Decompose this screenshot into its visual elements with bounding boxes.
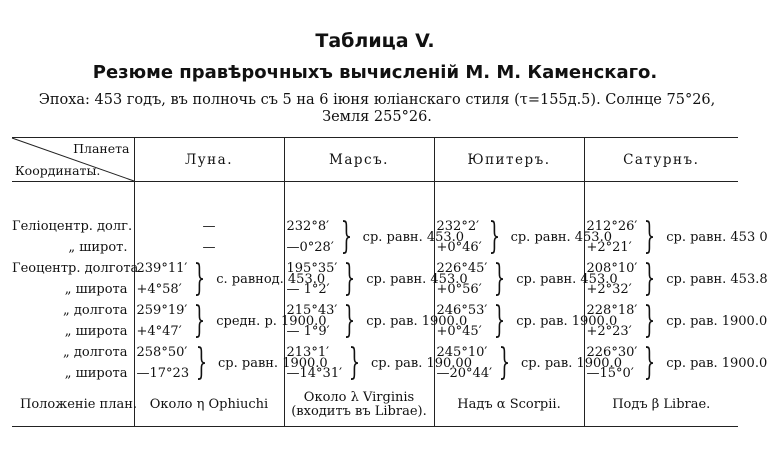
saturn-geo1-cell (584, 258, 768, 300)
table-title: Таблица V. (315, 30, 435, 52)
table-row (12, 342, 738, 363)
moon-position: Около η Ophiuchi (134, 384, 284, 427)
brace-icon: } (644, 258, 656, 299)
saturn-geo3-note: ср. рав. 1900.0 (666, 355, 768, 371)
saturn-geo1-note: ср. равн. 453.8 (666, 271, 768, 287)
brace-icon: } (644, 216, 656, 257)
brace-icon: } (344, 258, 356, 299)
row-label: Геліоцентр. долг. (12, 219, 133, 234)
jupiter-geo1-lat: +0°56′ (436, 282, 482, 297)
moon-helio-lat: — (134, 237, 284, 258)
brace-icon: } (340, 216, 352, 257)
table-row (12, 258, 738, 279)
saturn-geo3-long: 226°30′ (586, 345, 638, 360)
moon-geo3-lat: —17°23 (136, 366, 190, 381)
saturn-geo2-cell (584, 300, 768, 342)
row-label: „ долгота (62, 303, 128, 318)
row-label: „ широта (64, 282, 128, 297)
saturn-position: Подъ β Librae. (584, 384, 738, 427)
jupiter-position: Надъ α Scorpii. (434, 384, 584, 427)
col-header-jupiter: Юпитеръ. (434, 138, 584, 182)
saturn-helio-cell (584, 216, 768, 258)
jupiter-geo3-long: 245°10′ (436, 345, 488, 360)
saturn-geo3-lat: —15°0′ (586, 366, 634, 381)
saturn-geo1-long: 208°10′ (586, 261, 638, 276)
brace-icon: } (644, 300, 656, 341)
saturn-helio-long: 212°26′ (586, 219, 638, 234)
jupiter-helio-note: ср. равн. 453.0 (510, 229, 612, 245)
jupiter-geo1-note: ср. равн. 453.0 (516, 271, 618, 287)
mars-geo1-lat: — 1°2′ (286, 282, 330, 297)
brace-icon: } (644, 342, 656, 383)
brace-icon: } (494, 300, 506, 341)
row-label: Положеніе план. (20, 397, 138, 412)
jupiter-geo2-long: 246°53′ (436, 303, 488, 318)
row-label: „ широта (64, 366, 128, 381)
saturn-geo2-lat: +2°23′ (586, 324, 632, 339)
table-subtitle: Резюме правѣрочныхъ вычисленій М. М. Каменскаго. (92, 62, 658, 83)
moon-geo1-lat: +4°58′ (136, 282, 182, 297)
mars-geo2-lat: — 1°9′ (286, 324, 330, 339)
saturn-geo2-long: 228°18′ (586, 303, 638, 318)
mars-position-line2: (входитъ въ Libraе). (291, 404, 427, 419)
saturn-geo1-lat: +2°32′ (586, 282, 632, 297)
mars-helio-long: 232°8′ (286, 219, 330, 234)
mars-geo3-note: ср. рав. 190.00 (370, 355, 472, 371)
moon-geo2-note: средн. р. 1900.0 (216, 313, 327, 329)
moon-geo2-long: 259°19′ (136, 303, 188, 318)
moon-geo2-lat: +4°47′ (136, 324, 182, 339)
position-row (12, 384, 738, 427)
saturn-geo2-note: ср. рав. 1900.0 (666, 313, 768, 329)
moon-helio-long: — (134, 216, 284, 237)
row-label: „ широта (64, 324, 128, 339)
col-header-saturn: Сатурнъ. (584, 138, 738, 182)
moon-geo3-long: 258°50′ (136, 345, 188, 360)
planet-label: Планета (73, 141, 130, 156)
mars-geo2-long: 215°43′ (286, 303, 338, 318)
col-header-moon: Луна. (134, 138, 284, 182)
jupiter-geo3-note: ср. рав. 1900.0 (520, 355, 622, 371)
jupiter-geo3-lat: —20°44′ (436, 366, 493, 381)
mars-geo1-long: 195°35′ (286, 261, 338, 276)
mars-geo2-note: ср. рав. 1900.0 (366, 313, 468, 329)
moon-geo3-note: ср. равн. 1900.0 (218, 355, 328, 371)
corner-cell (12, 138, 134, 182)
saturn-helio-note: ср. равн. 453 0 (666, 229, 768, 245)
table-row (12, 216, 738, 237)
brace-icon: } (488, 216, 500, 257)
col-header-mars: Марсъ. (284, 138, 434, 182)
mars-geo1-note: ср. равн. 453.0 (366, 271, 468, 287)
mars-position-line1: Около λ Virginis (303, 390, 415, 405)
row-label: „ широт. (68, 240, 128, 255)
brace-icon: } (194, 258, 206, 299)
brace-icon: } (498, 342, 511, 383)
header-row (12, 138, 738, 182)
brace-icon: } (194, 300, 206, 341)
brace-icon: } (195, 342, 208, 383)
row-label: „ долгота (62, 345, 128, 360)
brace-icon: } (344, 300, 356, 341)
row-label: Геоцентр. долгота (12, 261, 139, 276)
moon-geo1-long: 239°11′ (136, 261, 188, 276)
epoch-text: Эпоха: 453 годъ, въ полночь съ 5 на 6 іюня юліанскаго стиля (τ=155д.5). Солнце 75°26, Земля 255°26. (38, 92, 716, 125)
mars-position-cell (284, 384, 434, 427)
brace-icon: } (348, 342, 361, 383)
jupiter-geo2-lat: +0°45′ (436, 324, 482, 339)
saturn-helio-lat: +2°21′ (586, 240, 632, 255)
mars-helio-note: ср. равн. 453.0 (362, 229, 465, 245)
results-table (12, 137, 768, 427)
mars-geo3-lat: —14°31′ (286, 366, 343, 381)
table-row (12, 300, 738, 321)
coord-label: Координаты. (15, 163, 101, 178)
mars-geo3-long: 213°1′ (286, 345, 330, 360)
saturn-geo3-cell (584, 342, 768, 384)
jupiter-helio-lat: +0°46′ (436, 240, 482, 255)
moon-geo1-note: с. равнод. 453.0 (216, 271, 326, 287)
jupiter-geo2-note: ср. рав. 1900.0 (516, 313, 618, 329)
jupiter-helio-long: 232°2′ (436, 219, 480, 234)
mars-helio-lat: —0°28′ (286, 240, 334, 255)
jupiter-geo1-long: 226°45′ (436, 261, 488, 276)
brace-icon: } (494, 258, 506, 299)
